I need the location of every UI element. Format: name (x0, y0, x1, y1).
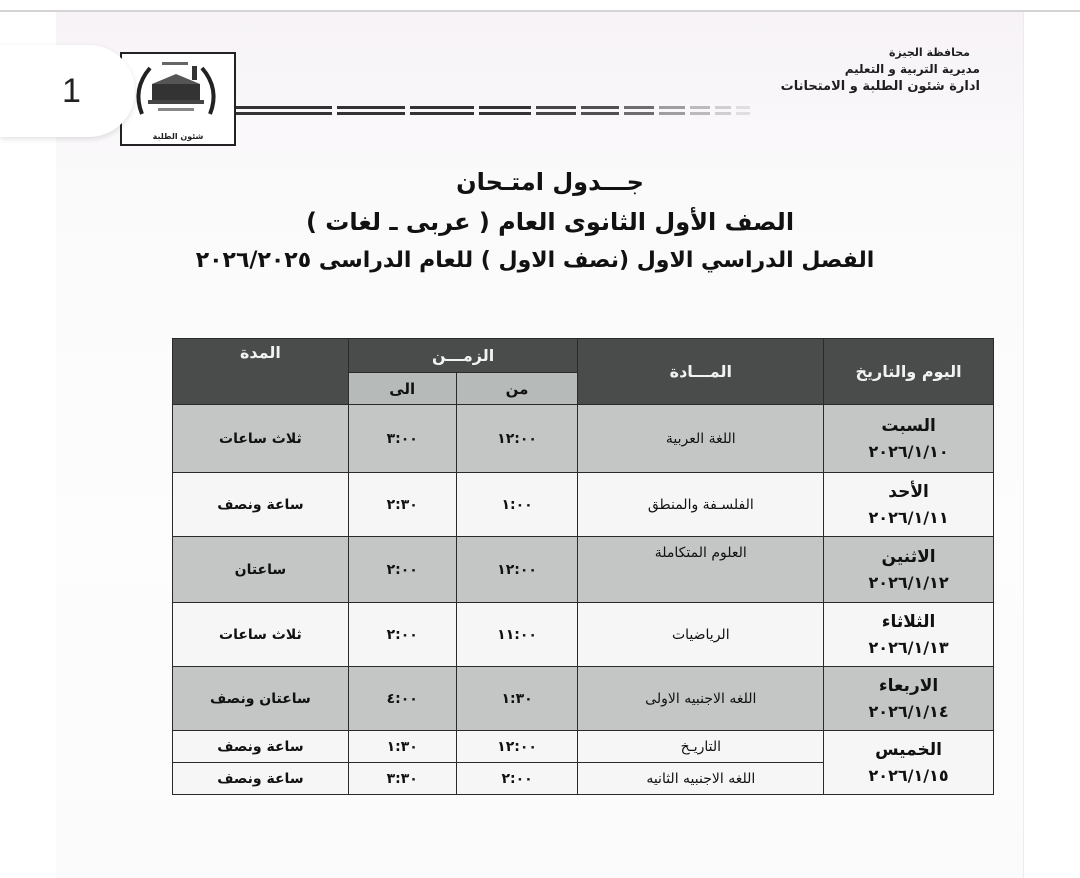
grade-title: الصف الأول الثانوى العام ( عربى ـ لغات ) (305, 208, 795, 236)
to-cell: ٣:٠٠ (348, 405, 456, 473)
header-duration: المدة (173, 339, 349, 405)
duration-cell: ثلاث ساعات (173, 405, 349, 473)
header-time: الزمـــن (348, 339, 578, 373)
from-cell: ١:٣٠ (456, 667, 578, 731)
duration-cell: ساعة ونصف (173, 473, 349, 537)
emblem-icon (122, 54, 230, 124)
table-row (173, 537, 994, 603)
to-cell: ٤:٠٠ (348, 667, 456, 731)
subject-cell: اللغة العربية (578, 405, 824, 473)
from-cell: ١٢:٠٠ (456, 537, 578, 603)
subject-cell: اللغه الاجنبيه الاولى (578, 667, 824, 731)
day-date-cell: السبت ٢٠٢٦/١/١٠ (824, 405, 994, 473)
subject-cell: العلوم المتكاملة (578, 537, 824, 603)
header-day-date: اليوم والتاريخ (824, 339, 994, 405)
page-number: 1 (62, 71, 81, 110)
logo-caption: شئون الطلبة (152, 132, 204, 141)
to-cell: ٣:٣٠ (348, 763, 456, 795)
organization-header (781, 44, 980, 95)
exam-schedule-table (172, 338, 994, 795)
from-cell: ١٢:٠٠ (456, 731, 578, 763)
header-divider (232, 106, 992, 116)
duration-cell: ثلاث ساعات (173, 603, 349, 667)
table-row (173, 667, 994, 731)
day-date-cell: الثلاثاء ٢٠٢٦/١/١٣ (824, 603, 994, 667)
duration-cell: ساعة ونصف (173, 763, 349, 795)
governorate-line: محافظة الجيزة (889, 46, 970, 59)
department-line: ادارة شئون الطلبة و الامتحانات (780, 79, 980, 94)
subject-cell: الفلسـفة والمنطق (578, 473, 824, 537)
from-cell: ٢:٠٠ (456, 763, 578, 795)
duration-cell: ساعة ونصف (173, 731, 349, 763)
from-cell: ١٢:٠٠ (456, 405, 578, 473)
subject-cell: التاريـخ (578, 731, 824, 763)
to-cell: ٢:٠٠ (348, 537, 456, 603)
day-date-cell: الاثنين ٢٠٢٦/١/١٢ (824, 537, 994, 603)
duration-cell: ساعتان ونصف (173, 667, 349, 731)
to-cell: ٢:٣٠ (348, 473, 456, 537)
directorate-logo (120, 52, 236, 146)
document-title: جـــدول امتـحان (456, 168, 644, 196)
day-date-cell: الاربعاء ٢٠٢٦/١/١٤ (824, 667, 994, 731)
to-cell: ٢:٠٠ (348, 603, 456, 667)
header-from: من (456, 373, 578, 405)
table-row (173, 731, 994, 763)
day-date-cell: الأحد ٢٠٢٦/١/١١ (824, 473, 994, 537)
document-titles (0, 168, 1080, 284)
subject-cell: اللغه الاجنبيه الثانيه (578, 763, 824, 795)
from-cell: ١١:٠٠ (456, 603, 578, 667)
term-title: الفصل الدراسي الاول (نصف الاول ) للعام الدراسى ٢٠٢٦/٢٠٢٥ (195, 248, 875, 273)
duration-cell: ساعتان (173, 537, 349, 603)
to-cell: ١:٣٠ (348, 731, 456, 763)
table-row (173, 603, 994, 667)
header-subject: المـــادة (578, 339, 824, 405)
day-date-cell: الخميس ٢٠٢٦/١/١٥ (824, 731, 994, 795)
directorate-line: مديرية التربية و التعليم (844, 62, 980, 76)
table-row (173, 405, 994, 473)
header-to: الى (348, 373, 456, 405)
table-row (173, 473, 994, 537)
from-cell: ١:٠٠ (456, 473, 578, 537)
subject-cell: الرياضيات (578, 603, 824, 667)
page-number-badge (0, 45, 135, 137)
